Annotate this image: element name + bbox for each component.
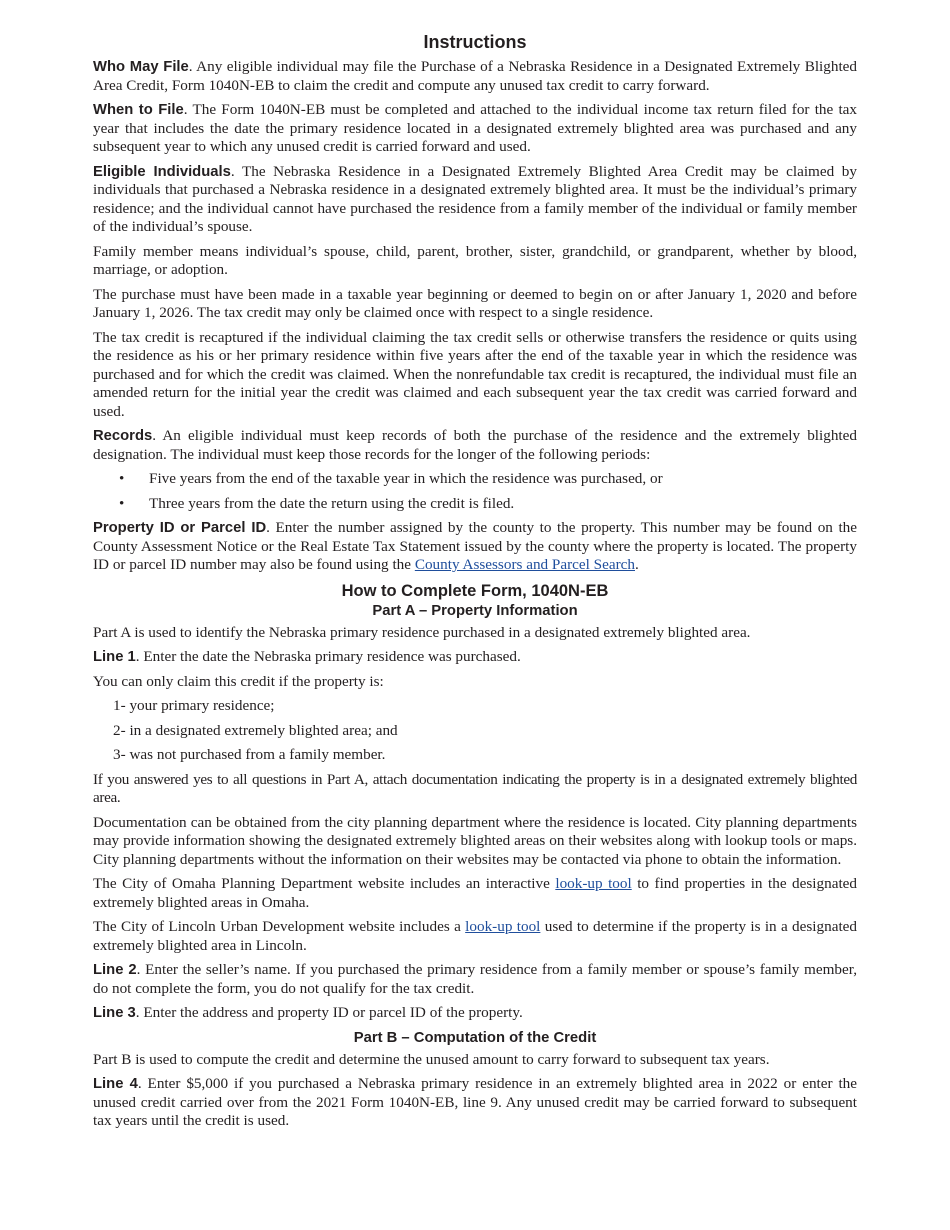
part-a-intro: Part A is used to identify the Nebraska primary residence purchased in a designated extremely blighted area.: [93, 623, 751, 641]
property-id-paragraph: [93, 519, 857, 575]
page-title: Instructions: [423, 32, 527, 52]
line-4-text: . Enter $5,000 if you purchased a Nebraska primary residence in an extremely blighted area in 2022 or enter the unused credit carried over from the 2021 Form 1040N-EB, line 9. Any unused credit may be carried forward to subsequent tax years until the credit is used.: [93, 1075, 857, 1129]
bullet-icon: •: [119, 470, 125, 487]
line-1-paragraph: [93, 648, 857, 667]
instructions-document: [93, 31, 857, 1137]
answered-yes-paragraph: If you answered yes to all questions in Part A, attach documentation indicating the property is in a designated extremely blighted area.: [93, 770, 857, 806]
lincoln-text-before: The City of Lincoln Urban Development website includes a: [93, 918, 466, 935]
list-item: [93, 470, 857, 489]
line-4-paragraph: [93, 1075, 857, 1131]
line-4-heading: Line 4: [93, 1076, 138, 1092]
records-paragraph: [93, 427, 857, 464]
list-item-text: Five years from the end of the taxable year in which the residence was purchased, or: [149, 470, 663, 487]
list-item: 2- in a designated extremely blighted area; and: [113, 721, 398, 739]
line-3-text: . Enter the address and property ID or parcel ID of the property.: [135, 1004, 523, 1021]
documentation-paragraph: Documentation can be obtained from the city planning department where the residence is located. City planning departments may provide information showing the designated extremely blighted areas on their websites along with lookup tools or maps. City planning departments without the information on their websites may be contacted via phone to obtain the information.: [93, 813, 857, 868]
line-2-heading: Line 2: [93, 962, 137, 978]
county-assessors-parcel-search-link[interactable]: County Assessors and Parcel Search: [414, 556, 635, 573]
records-text: . An eligible individual must keep records of both the purchase of the residence and the extremely blighted designation. The individual must keep those records for the longer of the following periods:: [93, 427, 857, 463]
when-to-file-heading: When to File: [93, 102, 184, 118]
bullet-icon: •: [119, 494, 125, 512]
line-3-paragraph: [93, 1004, 857, 1023]
lincoln-text-after: used to determine if the property is in a designated extremely blighted area in Lincoln.: [93, 918, 857, 954]
when-to-file-text: . The Form 1040N-EB must be completed and attached to the individual income tax return filed for the tax year that includes the date the primary residence located in a designated extremely blighted area was purchased and any subsequent year to which any unused credit is carried forward and used.: [93, 101, 858, 155]
who-may-file-heading: Who May File: [93, 59, 189, 75]
line-1-text: . Enter the date the Nebraska primary residence was purchased.: [135, 648, 521, 665]
line-3-heading: Line 3: [93, 1005, 136, 1021]
how-to-complete-heading: How to Complete Form, 1040N-EB: [341, 581, 609, 600]
part-a-heading: Part A – Property Information: [372, 602, 578, 619]
who-may-file-text: . Any eligible individual may file the Purchase of a Nebraska Residence in a Designated Extremely Blighted Area Credit, Form 1040N-EB to claim the credit and compute any unused tax credit to carry forward.: [93, 58, 857, 94]
line-1-heading: Line 1: [93, 649, 136, 665]
eligible-individuals-text: . The Nebraska Residence in a Designated Extremely Blighted Area Credit may be claimed by individuals that purchased a Nebraska residence in a designated extremely blighted area. It must be the individual’s primary residence; and the individual cannot have purchased the residence from a family member of the individual or family member of the individual’s spouse.: [93, 162, 857, 235]
part-b-heading: Part B – Computation of the Credit: [353, 1029, 597, 1046]
when-to-file-paragraph: [93, 101, 857, 157]
line-2-paragraph: [93, 961, 857, 998]
property-id-heading: Property ID or Parcel ID: [93, 520, 267, 536]
recapture-paragraph: The tax credit is recaptured if the individual claiming the tax credit sells or otherwise transfers the residence or quits using the residence as his or her primary residence within five years after the end of the taxable year in which the residence was purchased and for which the credit was claimed. When the nonrefundable tax credit is recaptured, the individual must file an amended return for the initial year the credit was claimed and each subsequent year the tax credit was carried forward and used.: [93, 328, 857, 420]
claim-conditions-list: [93, 697, 857, 765]
list-item: 1- your primary residence;: [113, 697, 275, 714]
omaha-text-after: to find properties in the designated extremely blighted areas in Omaha.: [93, 875, 858, 911]
lincoln-look-up-tool-link[interactable]: look-up tool: [465, 918, 541, 935]
eligible-individuals-heading: Eligible Individuals: [93, 163, 231, 180]
purchase-dates-paragraph: The purchase must have been made in a taxable year beginning or deemed to begin on or after January 1, 2020 and before January 1, 2026. The tax credit may only be claimed once with respect to a single residence.: [93, 285, 857, 321]
list-item: [93, 495, 857, 514]
records-period-list: [93, 470, 857, 513]
omaha-text-before: The City of Omaha Planning Department website includes an interactive: [93, 875, 556, 892]
property-id-text: . Enter the number assigned by the county to the property. This number may be found on the County Assessment Notice or the Real Estate Tax Statement issued by the county where the property is located. The property ID or parcel ID number may also be found using the: [93, 519, 857, 573]
line-2-text: . Enter the seller’s name. If you purchased the primary residence from a family member or spouse’s family member, do not complete the form, you do not qualify for the tax credit.: [93, 961, 857, 997]
lincoln-paragraph: [93, 918, 857, 955]
records-heading: Records: [93, 428, 153, 444]
omaha-paragraph: [93, 875, 857, 912]
who-may-file-paragraph: [93, 58, 857, 95]
claim-conditions-intro: You can only claim this credit if the property is:: [93, 672, 384, 690]
omaha-look-up-tool-link[interactable]: look-up tool: [555, 875, 632, 892]
family-member-paragraph: Family member means individual’s spouse, child, parent, brother, sister, grandchild, or grandparent, whether by blood, marriage, or adoption.: [93, 242, 857, 278]
list-item-text: Three years from the date the return using the credit is filed.: [149, 494, 515, 512]
part-b-intro: Part B is used to compute the credit and determine the unused amount to carry forward to subsequent tax years.: [93, 1050, 770, 1068]
list-item: 3- was not purchased from a family member.: [113, 746, 386, 763]
eligible-individuals-paragraph: [93, 163, 857, 237]
property-id-end: .: [635, 556, 639, 573]
